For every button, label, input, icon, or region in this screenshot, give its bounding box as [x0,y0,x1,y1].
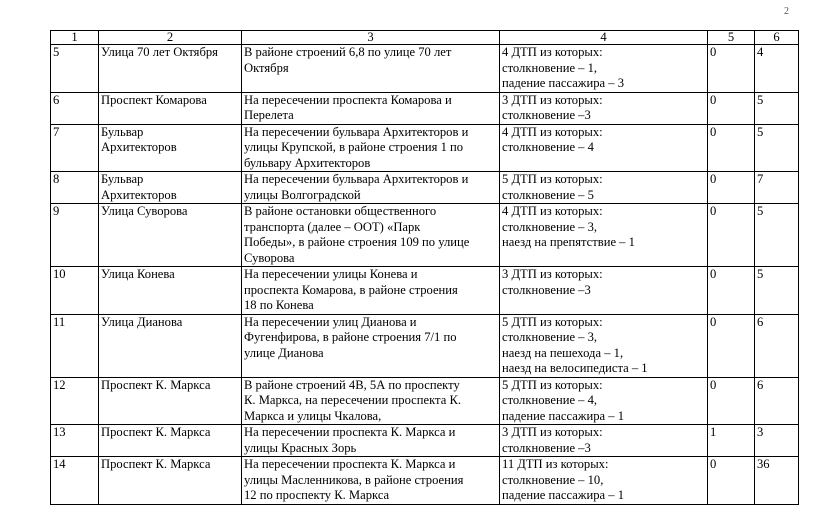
location-cell: На пересечении бульвара Архитекторов и улицы Волгоградской [242,172,500,204]
column-6-cell: 5 [755,204,799,267]
table-row [51,425,799,457]
column-6-cell: 3 [755,425,799,457]
column-5-cell: 0 [708,457,755,505]
location-cell: На пересечении проспекта К. Маркса и улицы Масленникова, в районе строения 12 по проспекту К. Маркса [242,457,500,505]
column-5-cell: 0 [708,267,755,315]
street-cell: Проспект К. Маркса [99,377,242,425]
location-cell: На пересечении улицы Конева и проспекта Комарова, в районе строения 18 по Конева [242,267,500,315]
street-cell: Бульвар Архитекторов [99,124,242,172]
header-cell: 6 [755,31,799,45]
accidents-cell: 4 ДТП из которых: столкновение – 4 [500,124,708,172]
table-row [51,124,799,172]
header-cell: 2 [99,31,242,45]
accident-locations-table [50,30,799,505]
location-cell: В районе строений 6,8 по улице 70 лет Октября [242,45,500,93]
accidents-cell: 11 ДТП из которых: столкновение – 10, падение пассажира – 1 [500,457,708,505]
table-row [51,314,799,377]
column-5-cell: 0 [708,45,755,93]
column-6-cell: 5 [755,92,799,124]
accidents-cell: 4 ДТП из которых: столкновение – 3, наезд на препятствие – 1 [500,204,708,267]
column-6-cell: 6 [755,377,799,425]
table-row [51,377,799,425]
accidents-cell: 4 ДТП из которых: столкновение – 1, падение пассажира – 3 [500,45,708,93]
column-6-cell: 5 [755,267,799,315]
header-cell: 5 [708,31,755,45]
column-5-cell: 0 [708,124,755,172]
row-number-cell: 13 [51,425,99,457]
row-number-cell: 6 [51,92,99,124]
accidents-cell: 3 ДТП из которых: столкновение –3 [500,267,708,315]
location-cell: В районе остановки общественного транспорта (далее – ООТ) «Парк Победы», в районе строения 109 по улице Суворова [242,204,500,267]
row-number-cell: 8 [51,172,99,204]
column-5-cell: 1 [708,425,755,457]
street-cell: Проспект К. Маркса [99,425,242,457]
column-5-cell: 0 [708,314,755,377]
accidents-cell: 5 ДТП из которых: столкновение – 4, падение пассажира – 1 [500,377,708,425]
location-cell: На пересечении улиц Дианова и Фугенфирова, в районе строения 7/1 по улице Дианова [242,314,500,377]
location-cell: На пересечении проспекта Комарова и Перелета [242,92,500,124]
row-number-cell: 9 [51,204,99,267]
column-6-cell: 36 [755,457,799,505]
column-5-cell: 0 [708,92,755,124]
table-row [51,204,799,267]
header-row [51,31,799,45]
row-number-cell: 10 [51,267,99,315]
location-cell: В районе строений 4В, 5А по проспекту К. Маркса, на пересечении проспекта К. Маркса и улицы Чкалова, [242,377,500,425]
street-cell: Улица Дианова [99,314,242,377]
table-header [51,31,799,45]
accidents-cell: 5 ДТП из которых: столкновение – 3, наезд на пешехода – 1, наезд на велосипедиста – 1 [500,314,708,377]
street-cell: Улица Конева [99,267,242,315]
accidents-cell: 5 ДТП из которых: столкновение – 5 [500,172,708,204]
accidents-cell: 3 ДТП из которых: столкновение –3 [500,425,708,457]
street-cell: Проспект К. Маркса [99,457,242,505]
header-cell: 4 [500,31,708,45]
location-cell: На пересечении бульвара Архитекторов и улицы Крупской, в районе строения 1 по бульвару Архитекторов [242,124,500,172]
column-6-cell: 5 [755,124,799,172]
street-cell: Проспект Комарова [99,92,242,124]
table-row [51,457,799,505]
row-number-cell: 12 [51,377,99,425]
header-cell: 1 [51,31,99,45]
street-cell: Бульвар Архитекторов [99,172,242,204]
table-row [51,172,799,204]
row-number-cell: 5 [51,45,99,93]
street-cell: Улица Суворова [99,204,242,267]
location-cell: На пересечении проспекта К. Маркса и улицы Красных Зорь [242,425,500,457]
column-6-cell: 4 [755,45,799,93]
column-6-cell: 7 [755,172,799,204]
row-number-cell: 14 [51,457,99,505]
column-5-cell: 0 [708,172,755,204]
column-5-cell: 0 [708,377,755,425]
column-6-cell: 6 [755,314,799,377]
accidents-cell: 3 ДТП из которых: столкновение –3 [500,92,708,124]
table-row [51,45,799,93]
street-cell: Улица 70 лет Октября [99,45,242,93]
header-cell: 3 [242,31,500,45]
page-number: 2 [784,6,789,17]
row-number-cell: 11 [51,314,99,377]
table-row [51,267,799,315]
row-number-cell: 7 [51,124,99,172]
table-body [51,45,799,505]
column-5-cell: 0 [708,204,755,267]
table-row [51,92,799,124]
